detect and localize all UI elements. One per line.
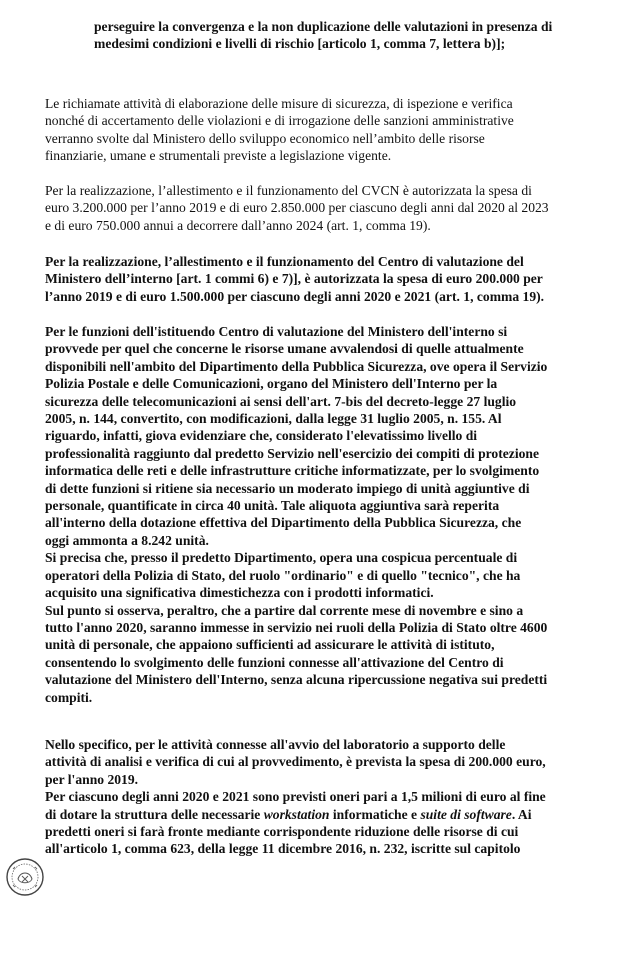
paragraph-cvcn-spending — [45, 182, 620, 234]
text-line: finanziarie, umane e strumentali previste a legislazione vigente. — [45, 148, 392, 164]
text-line: riguardo, infatti, giova evidenziare che, considerato l'elevatissimo livello di — [45, 428, 478, 444]
text-line: Ministero dell’interno [art. 1 commi 6) e 7)], è autorizzata la spesa di euro 200.000 per — [45, 271, 543, 287]
paragraph-interior-centre-spending — [45, 253, 620, 305]
text-line: acquisito una significativa dimestichezza con i prodotti informatici. — [45, 585, 434, 601]
paragraph-security-measures — [45, 95, 620, 165]
text-line: 2005, n. 144, convertito, con modificazioni, dalla legge 31 luglio 2005, n. 155. Al — [45, 411, 502, 427]
text-line: tutto l'anno 2020, saranno immesse in servizio nei ruoli della Polizia di Stato oltre 4600 — [45, 619, 548, 635]
text-line: medesimi condizioni e livelli di rischio [articolo 1, comma 7, lettera b)]; — [94, 36, 506, 52]
text-line: compiti. — [45, 689, 93, 705]
text-line: di dette funzioni si ritiene sia necessario un moderato impiego di unità aggiuntive di — [45, 480, 530, 496]
text-line: Per la realizzazione, l’allestimento e il funzionamento del Centro di valutazione del — [45, 254, 524, 269]
text-line: Nello specifico, per le attività connesse all'avvio del laboratorio a supporto delle — [45, 737, 506, 752]
text-line: Polizia Postale e delle Comunicazioni, organo del Ministero dell'Interno per la — [45, 376, 498, 392]
text-line: sicurezza delle telecomunicazioni ai sensi dell'art. 7-bis del decreto-legge 27 luglio — [45, 393, 517, 409]
text-line: oggi ammonta a 8.242 unità. — [45, 532, 209, 548]
text-line: Per la realizzazione, l’allestimento e il funzionamento del CVCN è autorizzata la spesa di — [45, 183, 532, 198]
text-line: Si precisa che, presso il predetto Dipartimento, opera una cospicua percentuale di — [45, 550, 518, 566]
text-line: attività di analisi e verifica di cui al provvedimento, è prevista la spesa di 200.000 euro, — [45, 754, 546, 770]
text-line: consentendo lo svolgimento delle funzioni connesse all'attivazione del Centro di — [45, 654, 504, 670]
text-line: provvede per quel che concerne le risorse umane avvalendosi di quelle attualmente — [45, 341, 524, 357]
text-line: Le richiamate attività di elaborazione delle misure di sicurezza, di ispezione e verifica — [45, 96, 513, 111]
paragraph-laboratory-costs — [45, 736, 620, 858]
text-line: operatori della Polizia di Stato, del ruolo "ordinario" e di quello "tecnico", che ha — [45, 567, 521, 583]
text-line: valutazione del Ministero dell'Interno, senza alcuna ripercussione negativa sui predetti — [45, 672, 548, 688]
text-line: e di euro 750.000 annui a decorrere dall’anno 2024 (art. 1, comma 19). — [45, 217, 431, 233]
text-line: Sul punto si osserva, peraltro, che a partire dal corrente mese di novembre e sino a — [45, 602, 524, 618]
text-line: predetti oneri si farà fronte mediante corrispondente riduzione delle risorse di cui — [45, 824, 519, 840]
text-line: per l'anno 2019. — [45, 771, 139, 787]
text-line: di dotare la struttura delle necessarie workstation informatiche e suite di software. Ai — [45, 806, 532, 822]
text-line: l’anno 2019 e di euro 1.500.000 per ciascuno degli anni 2020 e 2021 (art. 1, comma 19). — [45, 288, 545, 304]
text-line: informatica delle reti e delle infrastrutture critiche informatizzate, per lo svolgimento — [45, 463, 540, 479]
text-line: euro 3.200.000 per l’anno 2019 e di euro 2.850.000 per ciascuno degli anni dal 2020 al 2023 — [45, 200, 549, 216]
text-line: all'interno della dotazione effettiva del Dipartimento della Pubblica Sicurezza, che — [45, 515, 522, 531]
paragraph-human-resources — [45, 323, 620, 706]
text-line: disponibili nell'ambito del Dipartimento della Pubblica Sicurezza, ove opera il Servizio — [45, 358, 548, 374]
text-line: unità di personale, che appaiono sufficienti ad assicurare le attività di istituto, — [45, 637, 495, 653]
text-line: perseguire la convergenza e la non duplicazione delle valutazioni in presenza di — [94, 19, 553, 34]
text-line: professionalità raggiunto dal predetto Servizio nell'esercizio dei compiti di protezione — [45, 445, 539, 461]
text-line: verranno svolte dal Ministero dello sviluppo economico nell’ambito delle risorse — [45, 130, 485, 146]
text-line: Per ciascuno degli anni 2020 e 2021 sono previsti oneri pari a 1,5 milioni di euro al fine — [45, 789, 546, 805]
text-line: all'articolo 1, comma 623, della legge 11 dicembre 2016, n. 232, iscritte sul capitolo — [45, 841, 521, 857]
official-seal-stamp — [5, 857, 45, 897]
intro-clause — [94, 18, 617, 53]
text-line: Per le funzioni dell'istituendo Centro di valutazione del Ministero dell'interno si — [45, 324, 508, 339]
text-line: nonché di accertamento delle violazioni e di irrogazione delle sanzioni amministrative — [45, 113, 514, 129]
text-line: personale, quantificate in circa 40 unità. Tale aliquota aggiuntiva sarà reperita — [45, 498, 500, 514]
